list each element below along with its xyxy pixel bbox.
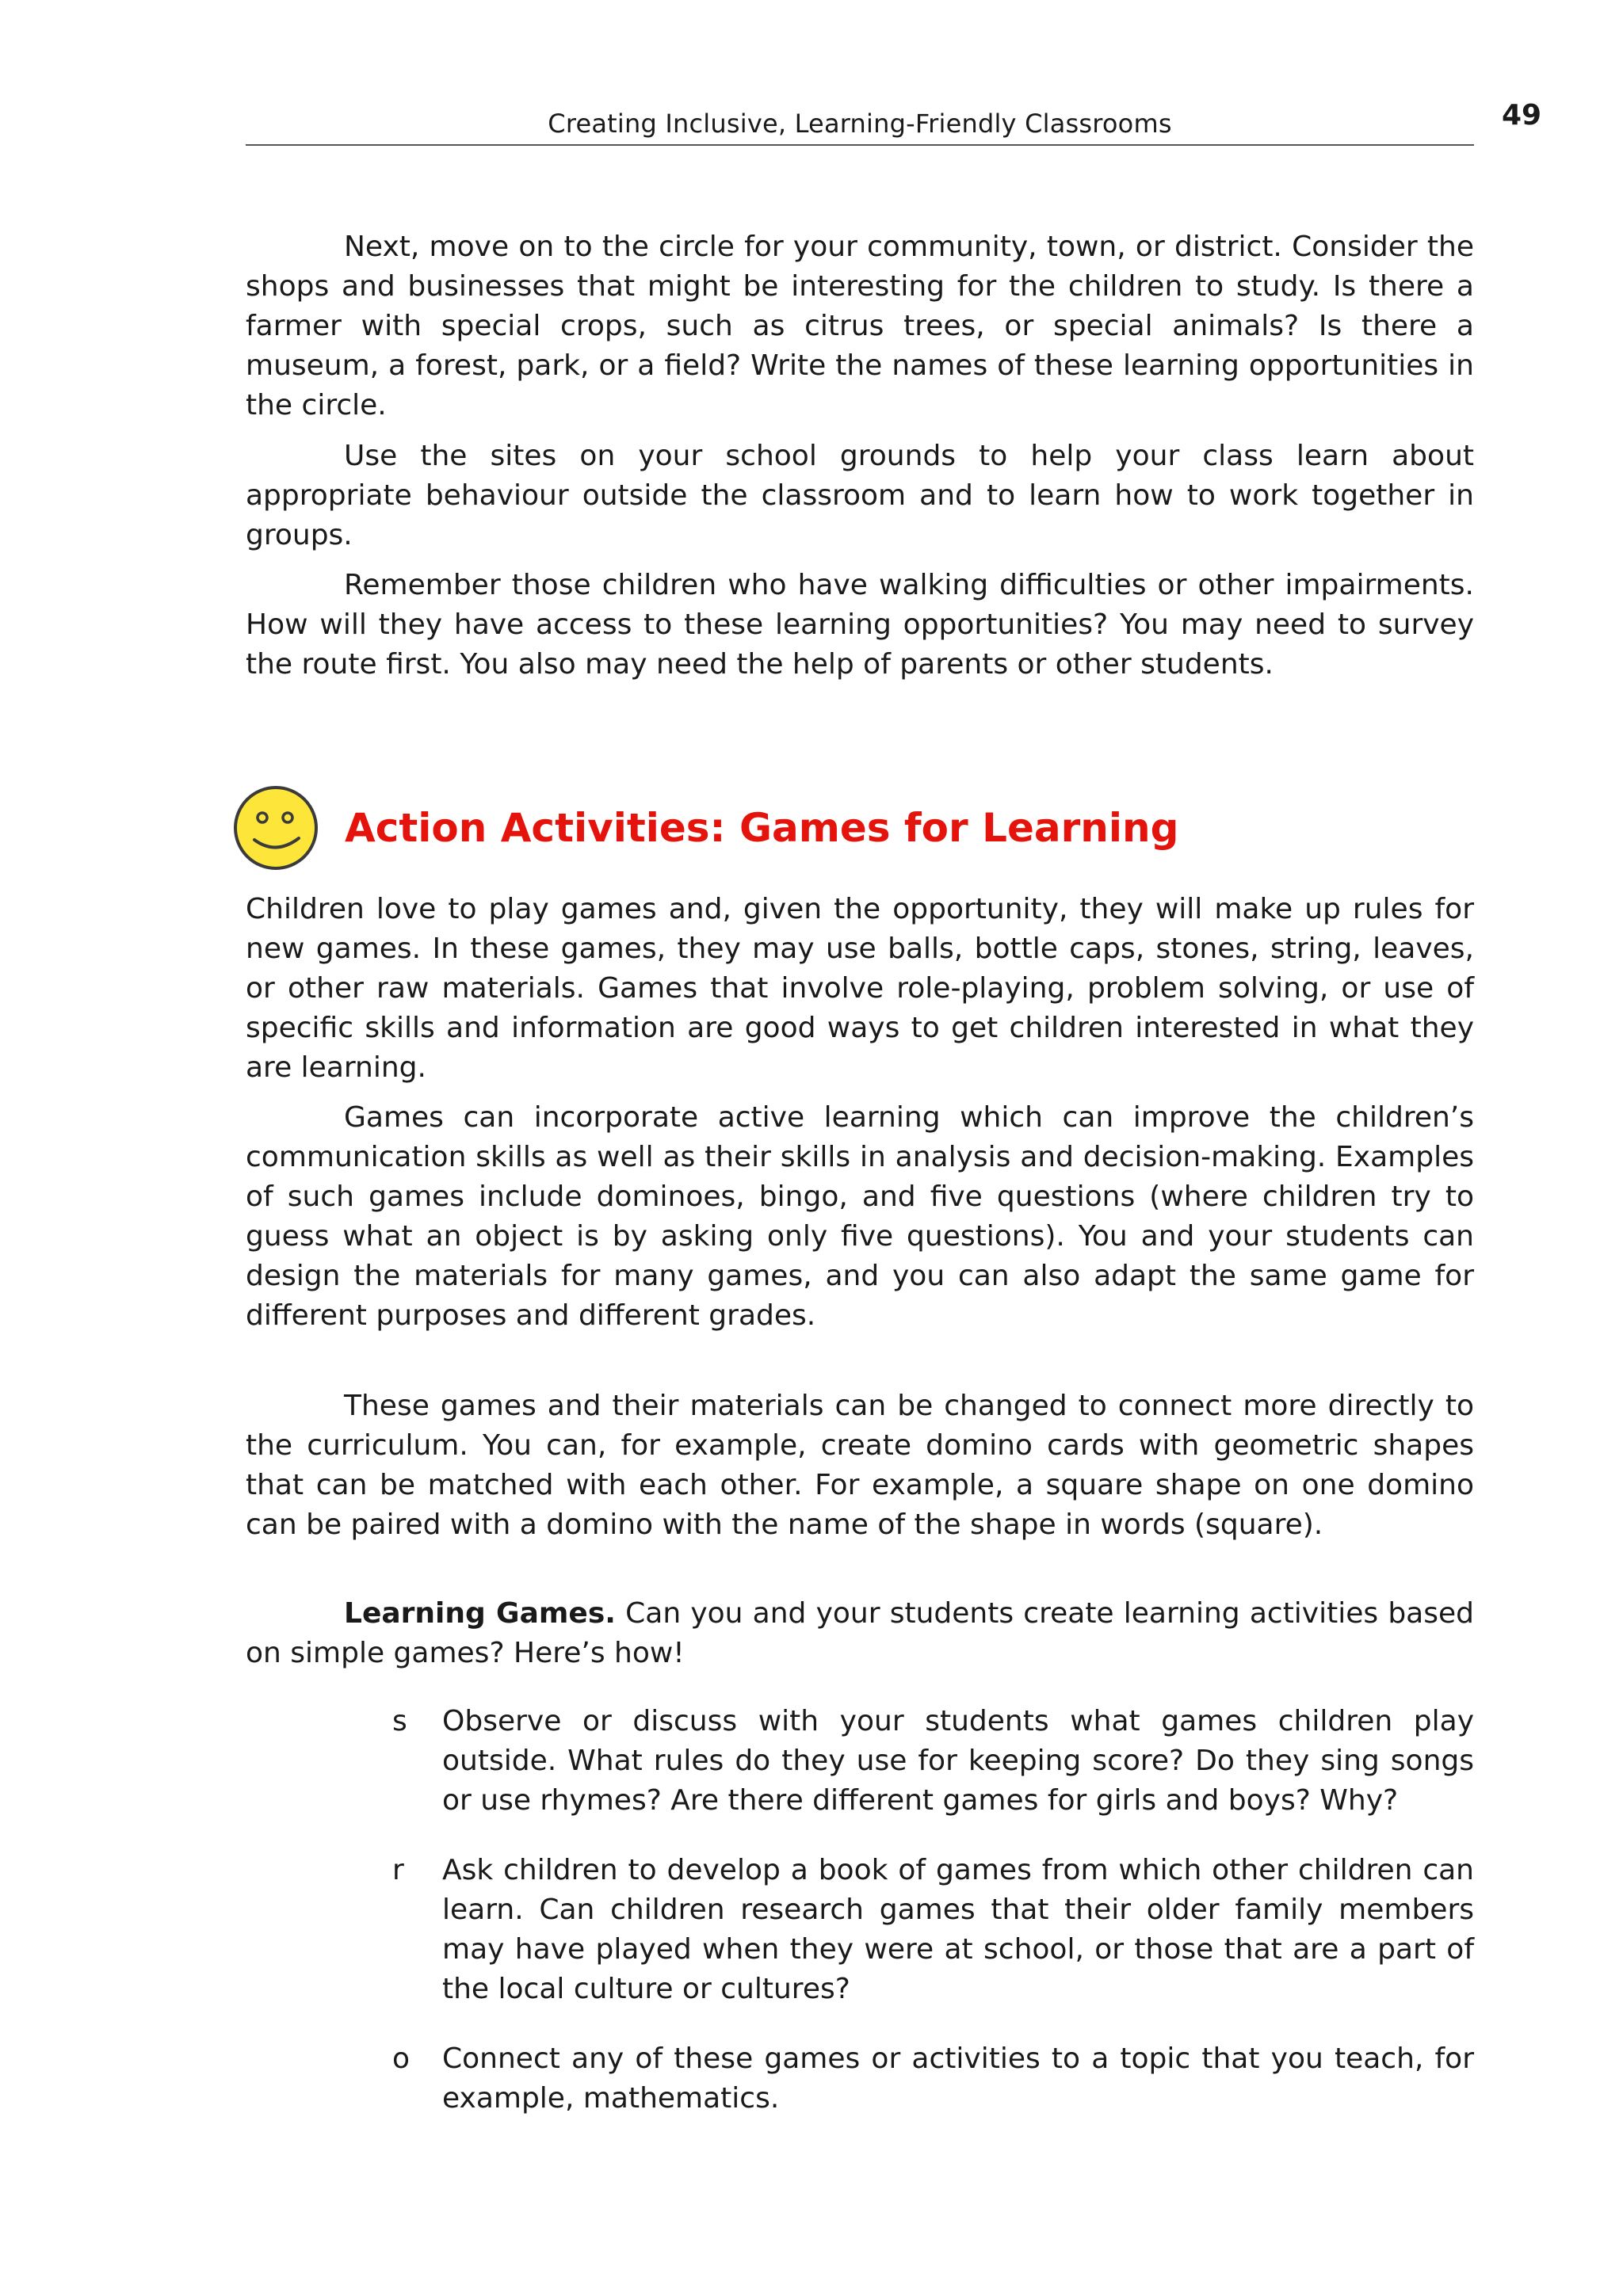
activity-list <box>388 1702 1474 2149</box>
header-title: Creating Inclusive, Learning-Friendly Classrooms <box>548 109 1172 139</box>
smiley-face-icon <box>232 784 319 871</box>
paragraph-community: Next, move on to the circle for your community, town, or district. Consider the shops and businesses that might be interesting for the children to study. Is there a farmer with special crops, such as citrus trees, or special animals? Is there a museum, a forest, park, or a field? Write the names of these learning opportunities in the circle. <box>246 231 1474 421</box>
list-item <box>388 1702 1474 1821</box>
learning-games-lead: Learning Games. <box>344 1597 616 1630</box>
list-item <box>388 2039 1474 2119</box>
paragraph-accessibility: Remember those children who have walking difficulties or other impairments. How will they have access to these learning opportunities? You may need to survey the route first. You also may need the help of parents or other students. <box>246 569 1474 681</box>
page-number: 49 <box>1502 99 1542 132</box>
bullet-marker: r <box>392 1854 404 1886</box>
bullet-marker: o <box>392 2042 411 2075</box>
paragraph-active-learning: Games can incorporate active learning which can improve the children’s communication skills as well as their skills in analysis and decision-making. Examples of such games include dominoes, bingo, and five questions (where children try to guess what an object is by asking only five questions). You and your students can design the materials for many games, and you can also adapt the same game for different purposes and different grades. <box>246 1101 1474 1332</box>
paragraph-school-grounds: Use the sites on your school grounds to help your class learn about appropriate behaviour outside the classroom and to learn how to work together in groups. <box>246 440 1474 551</box>
paragraph-curriculum: These games and their materials can be changed to connect more directly to the curriculum. You can, for example, create domino cards with geometric shapes that can be matched with each other. For example, a square shape on one domino can be paired with a domino with the name of the shape in words (square). <box>246 1390 1474 1541</box>
section-heading: Action Activities: Games for Learning <box>345 805 1179 851</box>
list-item-text: Observe or discuss with your students what games children play outside. What rules do they use for keeping score? Do they sing songs or use rhymes? Are there different games for girls and boys? Why? <box>442 1705 1474 1817</box>
running-header <box>246 103 1474 146</box>
paragraph-learning-games <box>246 1594 1474 1673</box>
list-item-text: Ask children to develop a book of games from which other children can learn. Can children research games that their older family members may have played when they were at school, or those that are a part of the local culture or cultures? <box>442 1854 1474 2005</box>
list-item-text: Connect any of these games or activities to a topic that you teach, for example, mathematics. <box>442 2042 1474 2115</box>
list-item <box>388 1851 1474 2009</box>
section-heading-block <box>232 784 1500 871</box>
paragraph-children-games: Children love to play games and, given the opportunity, they will make up rules for new games. In these games, they may use balls, bottle caps, stones, string, leaves, or other raw materials. Games that involve role-playing, problem solving, or use of specific skills and information are good ways to get children interested in what they are learning. <box>246 893 1474 1084</box>
bullet-marker: s <box>392 1705 407 1737</box>
learning-games-text: Can you and your students create learning activities based on simple games? Here’s how! <box>246 1597 1474 1669</box>
